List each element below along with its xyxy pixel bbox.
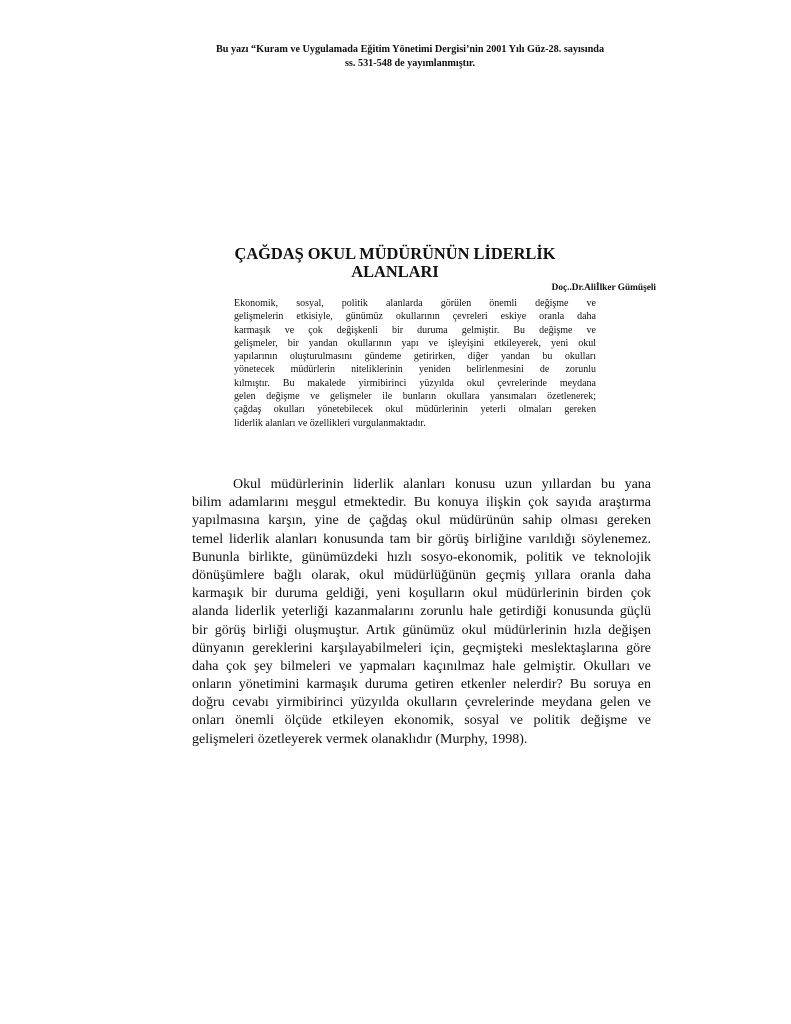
abstract-line: karmaşık ve çok değişkenli bir duruma gelmiştir. Bu değişme ve [234, 324, 596, 336]
body-line: temel liderlik alanları konusunda tam bir görüş birliğine varıldığı söylenemez. [192, 531, 651, 547]
publication-note-line: ss. 531-548 de yayımlanmıştır. [344, 58, 476, 69]
body-line: onların yönetimini karmaşık duruma getiren etkenler nelerdir? Bu soruya en [192, 677, 651, 693]
abstract-line: yapılarının oluşturulmasını gündeme getirirken, diğer yandan bu okulları [234, 351, 596, 363]
body-line: doğru cevabı yirmibirinci yüzyılda okulların çevrelerinde meydana gelen ve [192, 695, 651, 711]
abstract-line: gelişmeler, bir yandan okullarının yapı ve işleyişini etkileyerek, yeni okul [234, 337, 596, 349]
abstract-line: kılmıştır. Bu makalede yirmibirinci yüzyılda okul çevrelerinde meydana [234, 377, 596, 389]
abstract-line: yönetecek müdürlerin niteliklerinin yeniden belirlenmesini de zorunlu [234, 364, 596, 376]
body-line: gelişmeleri özetleyerek vermek olanaklıdır (Murphy, 1998). [192, 731, 528, 747]
body-line: bilim adamlarını meşgul etmektedir. Bu konuya ilişkin çok sayıda araştırma [192, 495, 651, 511]
body-line: yapılmasına karşın, yine de çağdaş okul müdürünün sahip olması gereken [192, 513, 651, 529]
body-line: alanda liderlik yeterliği kazanmalarını zorunlu hale getirdiği konusunda güçlü [192, 604, 651, 620]
body-line: bir görüş birliği oluşmuştur. Artık günümüz okul müdürlerinin hızla değişen [192, 622, 651, 638]
body-line: karmaşık bir duruma geldiği, yeni koşulların okul müdürlerinin birden çok [192, 586, 651, 602]
article-title [230, 245, 560, 281]
abstract-line: çağdaş okulları yönetebilecek okul müdürlerinin yeterli olmaları gereken [234, 404, 596, 416]
article-title-line: ÇAĞDAŞ OKUL MÜDÜRÜNÜN LİDERLİK [234, 244, 556, 263]
abstract [234, 297, 596, 430]
publication-note [150, 43, 670, 71]
abstract-line: gelişmelerin etkisiyle, günümüz okullarının çevreleri eskiye oranla daha [234, 311, 596, 323]
abstract-line: Ekonomik, sosyal, politik alanlarda görülen önemli değişme ve [234, 298, 596, 309]
body-line: dönüşümlere bağlı olarak, okul müdürlüğünün geçmiş yıllara oranla daha [192, 567, 651, 583]
body-line: onları önemli ölçüde etkileyen ekonomik, sosyal ve politik değişme ve [192, 713, 651, 729]
body-line: Okul müdürlerinin liderlik alanları konusu uzun yıllardan bu yana [233, 477, 651, 492]
abstract-line: liderlik alanları ve özellikleri vurgulanmaktadır. [234, 417, 426, 429]
body-line: dünyanın gereklerini karşılayabilmeleri için, geçmişteki meslektaşlarına göre [192, 640, 651, 656]
author-name: Doç..Dr.Aliİlker Gümüşeli [551, 283, 656, 293]
publication-note-line: Bu yazı “Kuram ve Uygulamada Eğitim Yönetimi Dergisi’nin 2001 Yılı Güz-28. sayısında [215, 44, 605, 55]
article-title-line: ALANLARI [351, 262, 439, 281]
body-line: daha çok şey bilmeleri ve yapmaları kaçınılmaz hale gelmiştir. Okulları ve [192, 658, 651, 674]
abstract-line: gelen değişme ve gelişmeler ile bunların okullara yansımaları özetlenerek; [234, 391, 596, 403]
body-line: Bununla birlikte, günümüzdeki hızlı sosyo-ekonomik, politik ve teknolojik [192, 549, 651, 565]
body-paragraph [192, 476, 651, 749]
